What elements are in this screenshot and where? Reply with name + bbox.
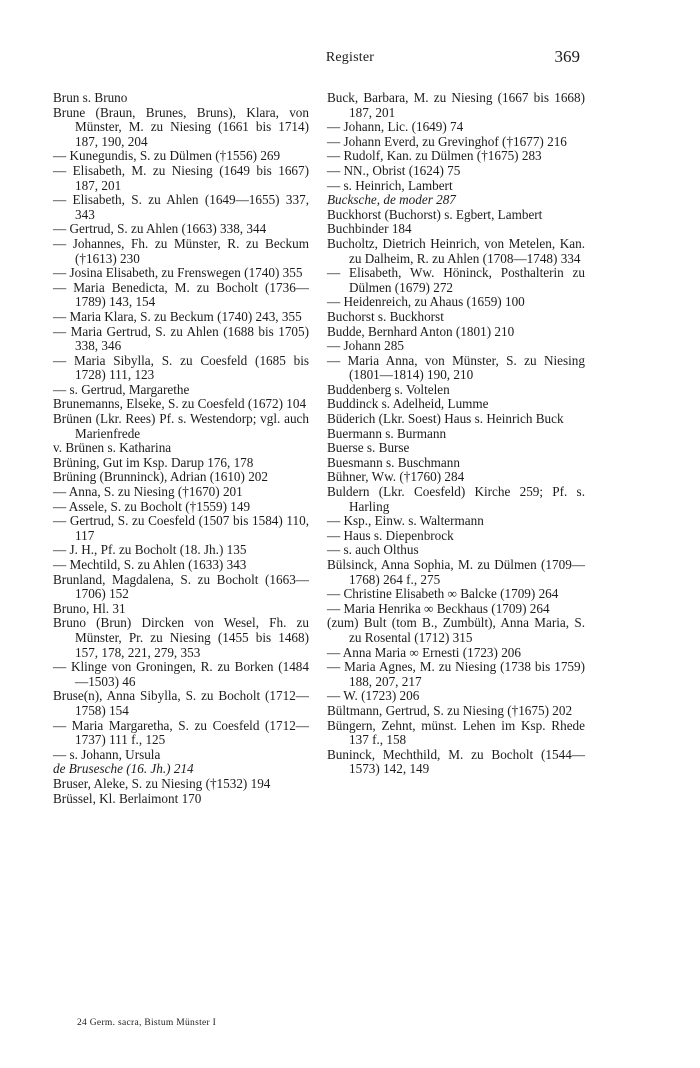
index-entry: Brun s. Bruno xyxy=(53,90,128,105)
index-entry: — Maria Klara, S. zu Beckum (1740) 243, 355 xyxy=(53,308,302,324)
index-entry: — Christine Elisabeth ∞ Balcke (1709) 264 xyxy=(327,586,559,602)
index-entry: Bülsinck, Anna Sophia, M. zu Dülmen (1709—1768) 264 f., 275 xyxy=(327,557,585,587)
index-entry: Brünen (Lkr. Rees) Pf. s. Westendorp; vgl. auch Marienfrede xyxy=(53,411,309,441)
index-entry: Brunemanns, Elseke, S. zu Coesfeld (1672) 104 xyxy=(53,396,307,412)
index-entry: — s. auch Olthus xyxy=(327,542,419,558)
index-entry: Bruse(n), Anna Sibylla, S. zu Bocholt (1712—1758) 154 xyxy=(53,688,309,718)
index-entry: Bruno (Brun) Dircken von Wesel, Fh. zu Münster, Pr. zu Niesing (1455 bis 1468) 157, 178, 221, 279, 353 xyxy=(53,615,309,660)
footer-signature: 24 Germ. sacra, Bistum Münster I xyxy=(77,1018,217,1028)
index-entry: Buesmann s. Buschmann xyxy=(327,454,460,470)
index-entry: Brüssel, Kl. Berlaimont 170 xyxy=(53,790,202,806)
header-title: Register xyxy=(325,50,375,65)
index-entry: — s. Heinrich, Lambert xyxy=(327,177,453,193)
index-entry: Brunland, Magdalena, S. zu Bocholt (1663—1706) 152 xyxy=(53,571,309,602)
index-entry: — Johann, Lic. (1649) 74 xyxy=(327,119,464,135)
index-entry: — Johann Everd, zu Grevinghof (†1677) 216 xyxy=(327,133,567,149)
index-entry: Budde, Bernhard Anton (1801) 210 xyxy=(327,323,515,339)
index-entry: — Assele, S. zu Bocholt (†1559) 149 xyxy=(53,498,251,514)
index-entry: — Maria Henrika ∞ Beckhaus (1709) 264 xyxy=(327,600,550,616)
index-entry: — Maria Margaretha, S. zu Coesfeld (1712—1737) 111 f., 125 xyxy=(53,717,309,748)
index-entry: Brune (Braun, Brunes, Bruns), Klara, von Münster, M. zu Niesing (1661 bis 1714) 187, 190, 204 xyxy=(53,104,309,149)
index-entry: Bültmann, Gertrud, S. zu Niesing (†1675) 202 xyxy=(327,702,573,718)
index-entry: — Maria Agnes, M. zu Niesing (1738 bis 1759) 188, 207, 217 xyxy=(327,659,585,689)
index-entry: — s. Gertrud, Margarethe xyxy=(53,381,190,397)
index-entry: — W. (1723) 206 xyxy=(327,688,420,704)
index-entry: Buchorst s. Buckhorst xyxy=(327,308,444,324)
index-entry: v. Brünen s. Katharina xyxy=(53,440,172,456)
index-entry: — Johann 285 xyxy=(327,338,404,354)
index-entry: Büderich (Lkr. Soest) Haus s. Heinrich Buck xyxy=(327,411,564,427)
index-entry: de Brusesche (16. Jh.) 214 xyxy=(53,761,194,777)
index-entry: Bruno, Hl. 31 xyxy=(53,600,126,616)
index-entry: — Maria Gertrud, S. zu Ahlen (1688 bis 1705) 338, 346 xyxy=(53,323,309,354)
index-entry: — Josina Elisabeth, zu Frenswegen (1740) 355 xyxy=(53,265,303,281)
index-entry: — Haus s. Diepenbrock xyxy=(327,527,454,543)
index-entry: Buck, Barbara, M. zu Niesing (1667 bis 1668) 187, 201 xyxy=(327,90,585,120)
index-entry: — Maria Benedicta, M. zu Bocholt (1736—1789) 143, 154 xyxy=(53,279,309,310)
index-entry: — Rudolf, Kan. zu Dülmen (†1675) 283 xyxy=(327,148,542,164)
index-entry: Brüning (Brunninck), Adrian (1610) 202 xyxy=(53,469,268,485)
index-entry: Bucksche, de moder 287 xyxy=(327,192,456,208)
index-entry: Buninck, Mechthild, M. zu Bocholt (1544—1573) 142, 149 xyxy=(327,746,585,777)
index-entry: Buchbinder 184 xyxy=(327,221,412,237)
index-entry: Buerse s. Burse xyxy=(327,440,410,456)
index-column-right xyxy=(327,91,585,777)
index-entry: (zum) Bult (tom B., Zumbült), Anna Maria, S. zu Rosental (1712) 315 xyxy=(327,615,585,645)
index-entry: — J. H., Pf. zu Bocholt (18. Jh.) 135 xyxy=(53,542,247,558)
index-entry: — Elisabeth, S. zu Ahlen (1649—1655) 337, 343 xyxy=(53,192,309,222)
index-entry: Buermann s. Burmann xyxy=(327,425,447,441)
index-entry: — Anna, S. zu Niesing (†1670) 201 xyxy=(53,484,243,500)
index-entry: Buckhorst (Buchorst) s. Egbert, Lambert xyxy=(327,206,543,222)
page-number: 369 xyxy=(554,47,580,66)
index-entry: — NN., Obrist (1624) 75 xyxy=(327,162,461,178)
index-entry: Bühner, Ww. (†1760) 284 xyxy=(327,469,465,485)
index-entry: — s. Johann, Ursula xyxy=(53,746,161,762)
index-entry: — Anna Maria ∞ Ernesti (1723) 206 xyxy=(327,644,521,660)
index-entry: Buddinck s. Adelheid, Lumme xyxy=(327,396,489,412)
index-entry: — Johannes, Fh. zu Münster, R. zu Beckum (†1613) 230 xyxy=(53,235,309,266)
index-entry: — Ksp., Einw. s. Waltermann xyxy=(327,513,484,529)
index-column-left xyxy=(53,91,309,806)
index-entry: Büngern, Zehnt, münst. Lehen im Ksp. Rhede 137 f., 158 xyxy=(327,717,585,748)
index-entry: — Mechtild, S. zu Ahlen (1633) 343 xyxy=(53,557,247,572)
index-entry: — Heidenreich, zu Ahaus (1659) 100 xyxy=(327,294,525,310)
index-entry: — Elisabeth, Ww. Höninck, Posthalterin zu Dülmen (1679) 272 xyxy=(327,265,585,295)
index-entry: — Maria Sibylla, S. zu Coesfeld (1685 bis 1728) 111, 123 xyxy=(53,352,309,383)
index-entry: Buddenberg s. Voltelen xyxy=(327,381,450,397)
index-entry: — Elisabeth, M. zu Niesing (1649 bis 1667) 187, 201 xyxy=(53,162,309,193)
index-entry: Brüning, Gut im Ksp. Darup 176, 178 xyxy=(53,454,254,470)
index-entry: — Gertrud, S. zu Coesfeld (1507 bis 1584) 110, 117 xyxy=(53,513,309,543)
index-entry: — Maria Anna, von Münster, S. zu Niesing (1801—1814) 190, 210 xyxy=(327,352,585,383)
index-entry: — Gertrud, S. zu Ahlen (1663) 338, 344 xyxy=(53,221,267,237)
index-entry: Bucholtz, Dietrich Heinrich, von Metelen, Kan. zu Dalheim, R. zu Ahlen (1708—1748) 334 xyxy=(327,235,585,266)
index-entry: Buldern (Lkr. Coesfeld) Kirche 259; Pf. s. Harling xyxy=(327,484,585,514)
index-entry: — Kunegundis, S. zu Dülmen (†1556) 269 xyxy=(53,148,281,164)
index-entry: Bruser, Aleke, S. zu Niesing (†1532) 194 xyxy=(53,775,271,791)
index-entry: — Klinge von Groningen, R. zu Borken (1484—1503) 46 xyxy=(53,659,309,689)
